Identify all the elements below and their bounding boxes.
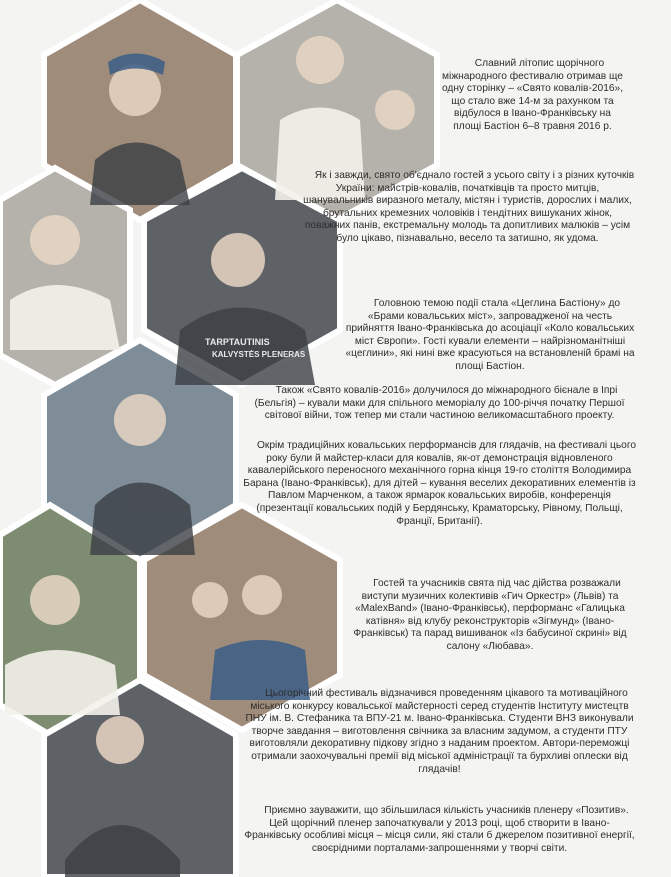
paragraph-6 xyxy=(345,578,635,654)
portrait-face xyxy=(30,215,80,265)
portrait-face xyxy=(296,36,344,84)
paragraph-8 xyxy=(242,805,637,855)
paragraph-1 xyxy=(440,58,625,134)
shirt-print: TARPTAUTINIS xyxy=(205,337,270,347)
guests-paragraph: Як і завжди, свято об'єднало гостей з усього світу і з різних куточків України: майстрів-ковалів, початківців та просто митців, шанувальників виразного металу, містян і туристів, дорослих і малих, брутальних кремезних чоловіків і тендітних вишуканих жінок, поважних панів, екстремальну молодь та допитливих малюків – усім було цікаво, пізнавально, весело та затишно, як удома. xyxy=(303,170,635,244)
plein-air-paragraph: Приємно зауважити, що збільшилася кількість учасників пленеру «Позитив». Цей щорічний пленер започаткували у 2013 році, щоб створити в Івано-Франківську особливі місця – місця сили, які стали б джерелом позитивної енергії, своєрідними порталами-запрошеннями у творчі світи. xyxy=(244,805,635,854)
portrait-face xyxy=(30,575,80,625)
portrait-face xyxy=(192,582,228,618)
paragraph-2 xyxy=(300,170,635,246)
portrait-face xyxy=(375,90,415,130)
paragraph-5 xyxy=(242,440,637,528)
portrait-face xyxy=(211,233,265,287)
paragraph-4 xyxy=(242,385,637,423)
masterclass-paragraph: Окрім традиційних ковальських перформансів для глядачів, на фестивалі цього року були й майстер-класи для ковалів, як-от демонстрація відновленого кавалерійського переносного механічного горна кінця 19-го століття Володимира Барана (Івано-Франківськ), для дітей – кування веселих декоративних елементів із Павлом Марченком, а також ярмарок ковальських виробів, конференція (презентації ковальських подій у Бердянську, Краматорську, Рівному, Польщі, Франції, Британії). xyxy=(243,440,636,527)
portrait-face xyxy=(242,575,282,615)
intro-paragraph: Славний літопис щорічного міжнародного фестивалю отримав ще одну сторінку – «Свято ковалів-2016», що стало вже 14-м за рахунком та відбулося в Івано-Франківську на площі Бастіон 6–8 травня 2016 р. xyxy=(441,58,624,132)
portrait-body xyxy=(5,650,120,715)
theme-paragraph: Головною темою події стала «Цеглина Бастіону» до «Брами ковальських міст», запровадженої на честь прийняття Івано-Франківська до асоціації «Коло ковальських міст Європи». Гості кували елементи – найрізноманітніші «цеглини», які нині вже красуються на встановленій брамі на площі Бастіон. xyxy=(345,298,635,372)
biennale-paragraph: Також «Свято ковалів-2016» долучилося до міжнародного бієнале в Іпрі (Бельгія) – кували маки для спільного меморіалу до 100-річчя початку Першої світової війни, тож тепер ми стали частиною великомасштабного проекту. xyxy=(254,385,625,422)
shirt-print: KALVYSTĖS PLENERAS xyxy=(212,350,306,359)
contest-paragraph: Цьогорічний фестиваль відзначився проведенням цікавого та мотиваційного міського конкурсу ковальської майстерності серед студентів Інституту мистецтв ПНУ ім. В. Стефаника та ВПУ-21 м. Івано-Франківська. Студенти ВНЗ виконували творче завдання – виготовлення свічника за власним задумом, а студенти ПТУ виготовляли декоративну підкову згідно з наданим проектом. Автори-переможці отримали заохочувальні премії від міської адміністрації та бурхливі оплески від глядачів! xyxy=(245,688,634,775)
portrait-face xyxy=(96,716,144,764)
music-paragraph: Гостей та учасників свята під час дійства розважали виступи музичних колективів «Гич Оркестр» (Львів) та «MalexBand» (Івано-Франківськ), перформанс «Галицька катівня» від клубу реконструкторів «Зігмунд» (Івано-Франківськ) та парад вишиванок «Із бабусиної скрині» від салону «Любава». xyxy=(353,578,627,652)
paragraph-3 xyxy=(345,298,635,374)
paragraph-7 xyxy=(242,688,637,776)
portrait-face xyxy=(114,394,166,446)
